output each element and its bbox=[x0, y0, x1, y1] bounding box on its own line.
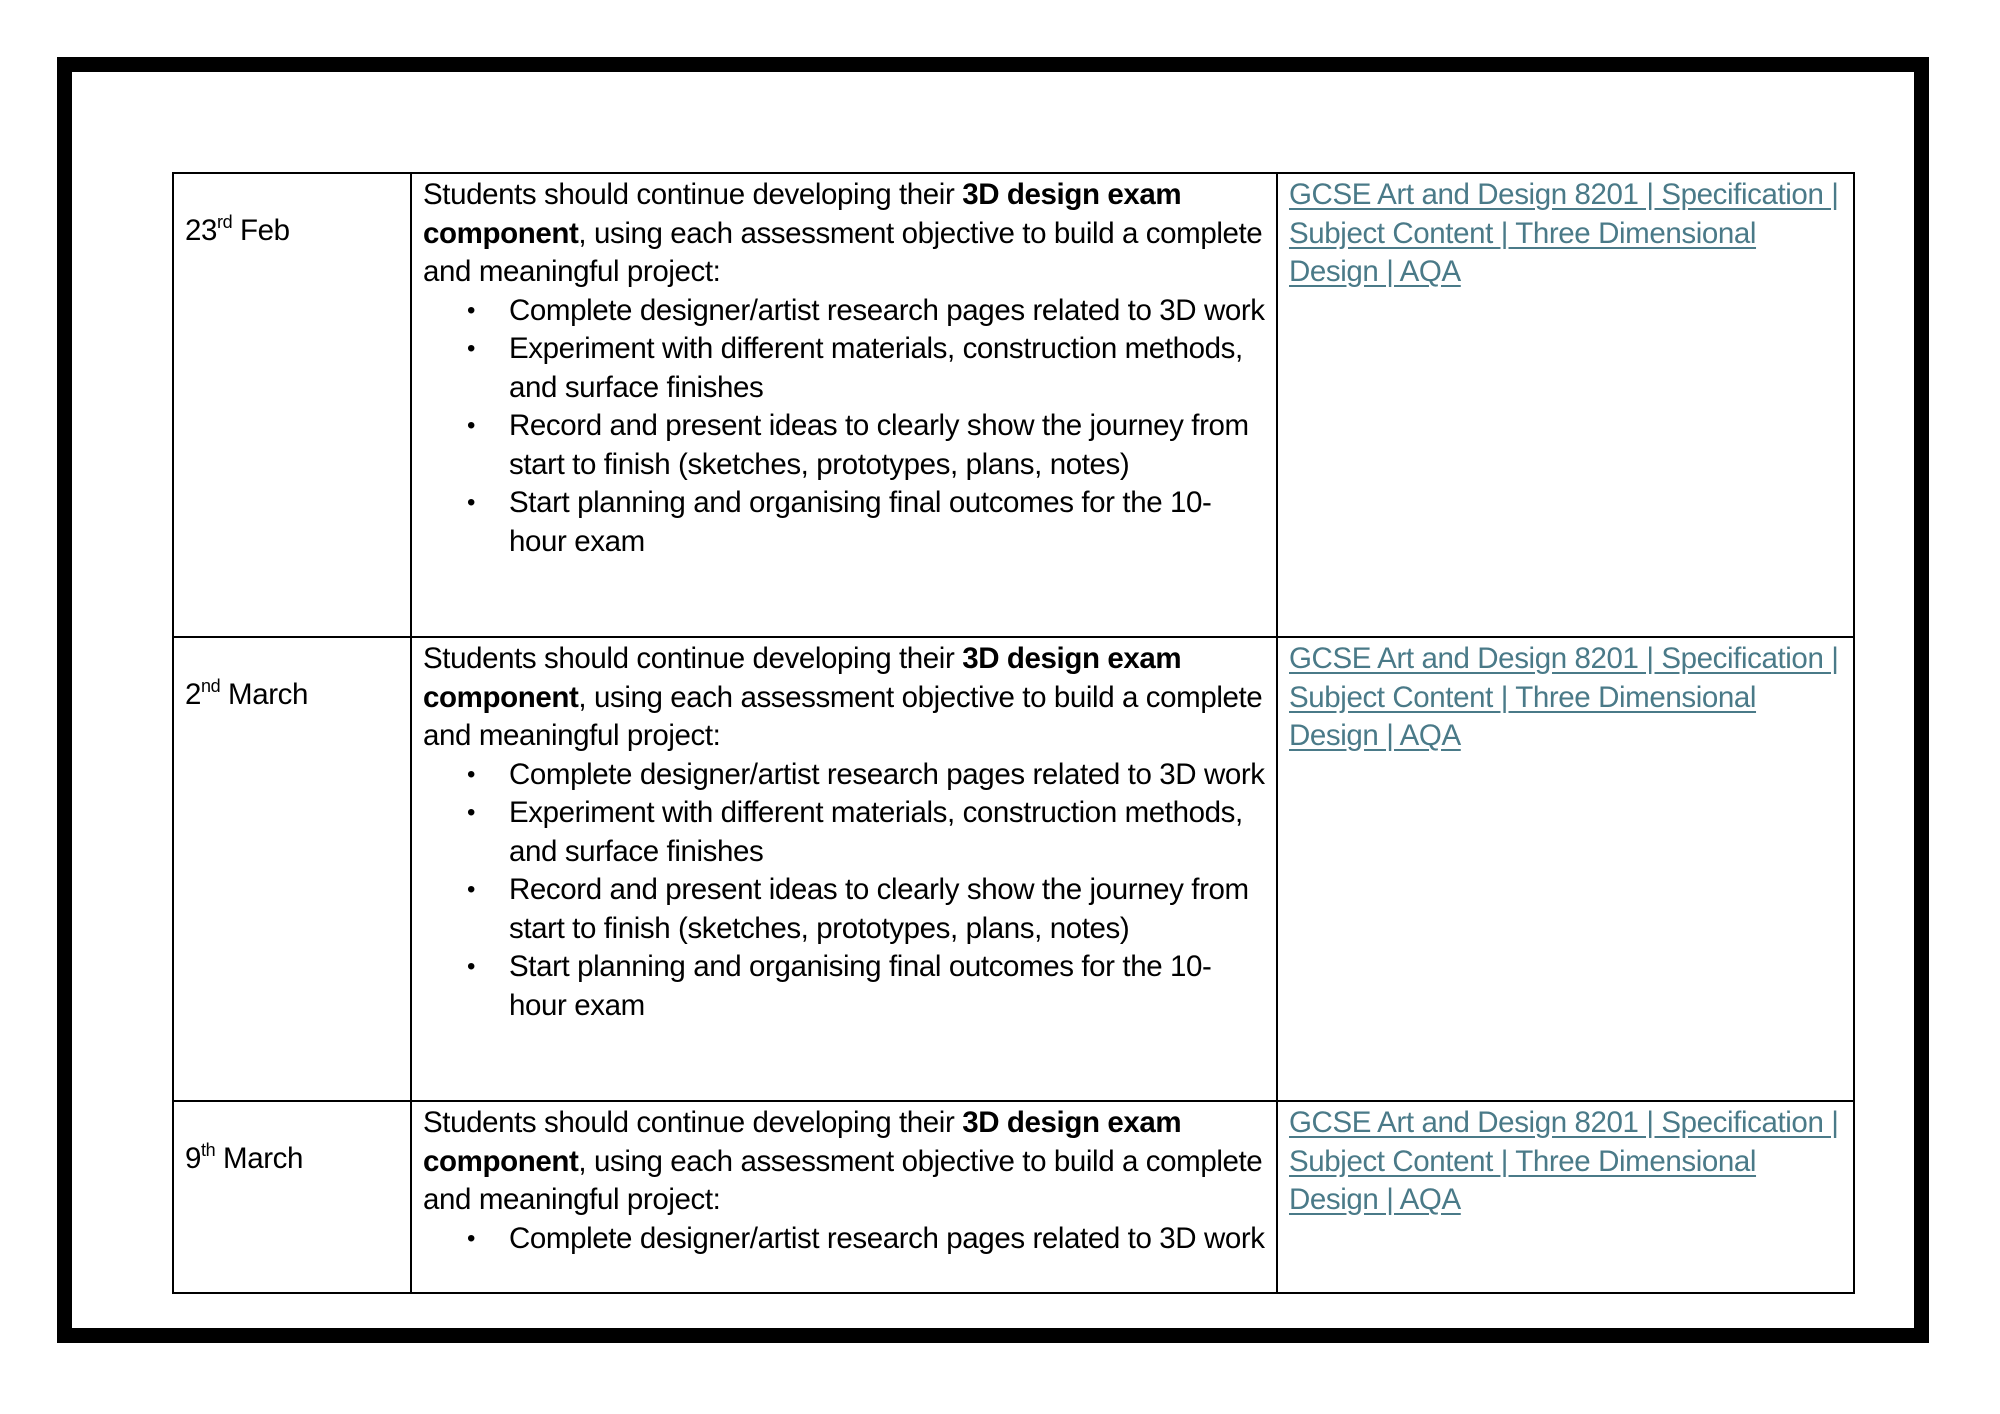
description-cell bbox=[411, 637, 1277, 1101]
date-month: Feb bbox=[232, 214, 290, 247]
date-suffix: th bbox=[201, 1140, 216, 1161]
description-intro: Students should continue developing their 3D design exam component, using each assessment objective to build a complete and meaningful project: bbox=[423, 642, 1263, 752]
list-item: • Complete designer/artist research pages related to 3D work bbox=[509, 756, 1265, 795]
aqa-spec-link[interactable]: GCSE Art and Design 8201 | Specification | Subject Content | Three Dimensional Design | AQA bbox=[1289, 642, 1839, 752]
description-cell bbox=[411, 173, 1277, 637]
date-suffix: rd bbox=[217, 212, 233, 233]
date-suffix: nd bbox=[201, 676, 221, 697]
list-item: • Complete designer/artist research pages related to 3D work bbox=[509, 292, 1265, 331]
link-cell bbox=[1277, 173, 1854, 637]
date-day: 23 bbox=[185, 214, 218, 247]
table-row bbox=[173, 637, 1854, 1101]
description-intro: Students should continue developing their 3D design exam component, using each assessment objective to build a complete and meaningful project: bbox=[423, 178, 1263, 288]
date-cell bbox=[173, 173, 411, 637]
date-day: 2 bbox=[185, 678, 202, 711]
bold-phrase: component bbox=[423, 216, 579, 250]
list-item: • Experiment with different materials, construction methods, and surface finishes bbox=[509, 330, 1265, 407]
schedule-table bbox=[172, 172, 1855, 1294]
bold-phrase: 3D design exam bbox=[962, 1106, 1182, 1139]
bold-phrase: component bbox=[423, 1144, 579, 1178]
aqa-spec-link[interactable]: GCSE Art and Design 8201 | Specification | Subject Content | Three Dimensional Design | AQA bbox=[1289, 178, 1839, 288]
list-item: • Experiment with different materials, construction methods, and surface finishes bbox=[509, 794, 1265, 871]
link-cell bbox=[1277, 1101, 1854, 1293]
description-cell bbox=[411, 1101, 1277, 1293]
task-list bbox=[423, 756, 1265, 1026]
list-item: • Record and present ideas to clearly show the journey from start to finish (sketches, prototypes, plans, notes) bbox=[509, 407, 1265, 484]
list-item: • Record and present ideas to clearly show the journey from start to finish (sketches, prototypes, plans, notes) bbox=[509, 871, 1265, 948]
date-month: March bbox=[220, 678, 309, 711]
bold-phrase: component bbox=[423, 680, 579, 714]
date-cell bbox=[173, 1101, 411, 1293]
task-list bbox=[423, 1220, 1265, 1259]
list-item: • Start planning and organising final outcomes for the 10-hour exam bbox=[509, 484, 1265, 561]
date-month: March bbox=[215, 1142, 303, 1175]
date-cell bbox=[173, 637, 411, 1101]
table-row bbox=[173, 1101, 1854, 1293]
date-day: 9 bbox=[185, 1142, 202, 1175]
task-list bbox=[423, 292, 1265, 562]
description-intro: Students should continue developing their 3D design exam component, using each assessment objective to build a complete and meaningful project: bbox=[423, 1106, 1263, 1216]
list-item: • Complete designer/artist research pages related to 3D work bbox=[509, 1220, 1265, 1259]
list-item: • Start planning and organising final outcomes for the 10-hour exam bbox=[509, 948, 1265, 1025]
bold-phrase: 3D design exam bbox=[962, 642, 1182, 675]
bold-phrase: 3D design exam bbox=[962, 178, 1182, 211]
aqa-spec-link[interactable]: GCSE Art and Design 8201 | Specification | Subject Content | Three Dimensional Design | AQA bbox=[1289, 1106, 1839, 1216]
link-cell bbox=[1277, 637, 1854, 1101]
table-row bbox=[173, 173, 1854, 637]
